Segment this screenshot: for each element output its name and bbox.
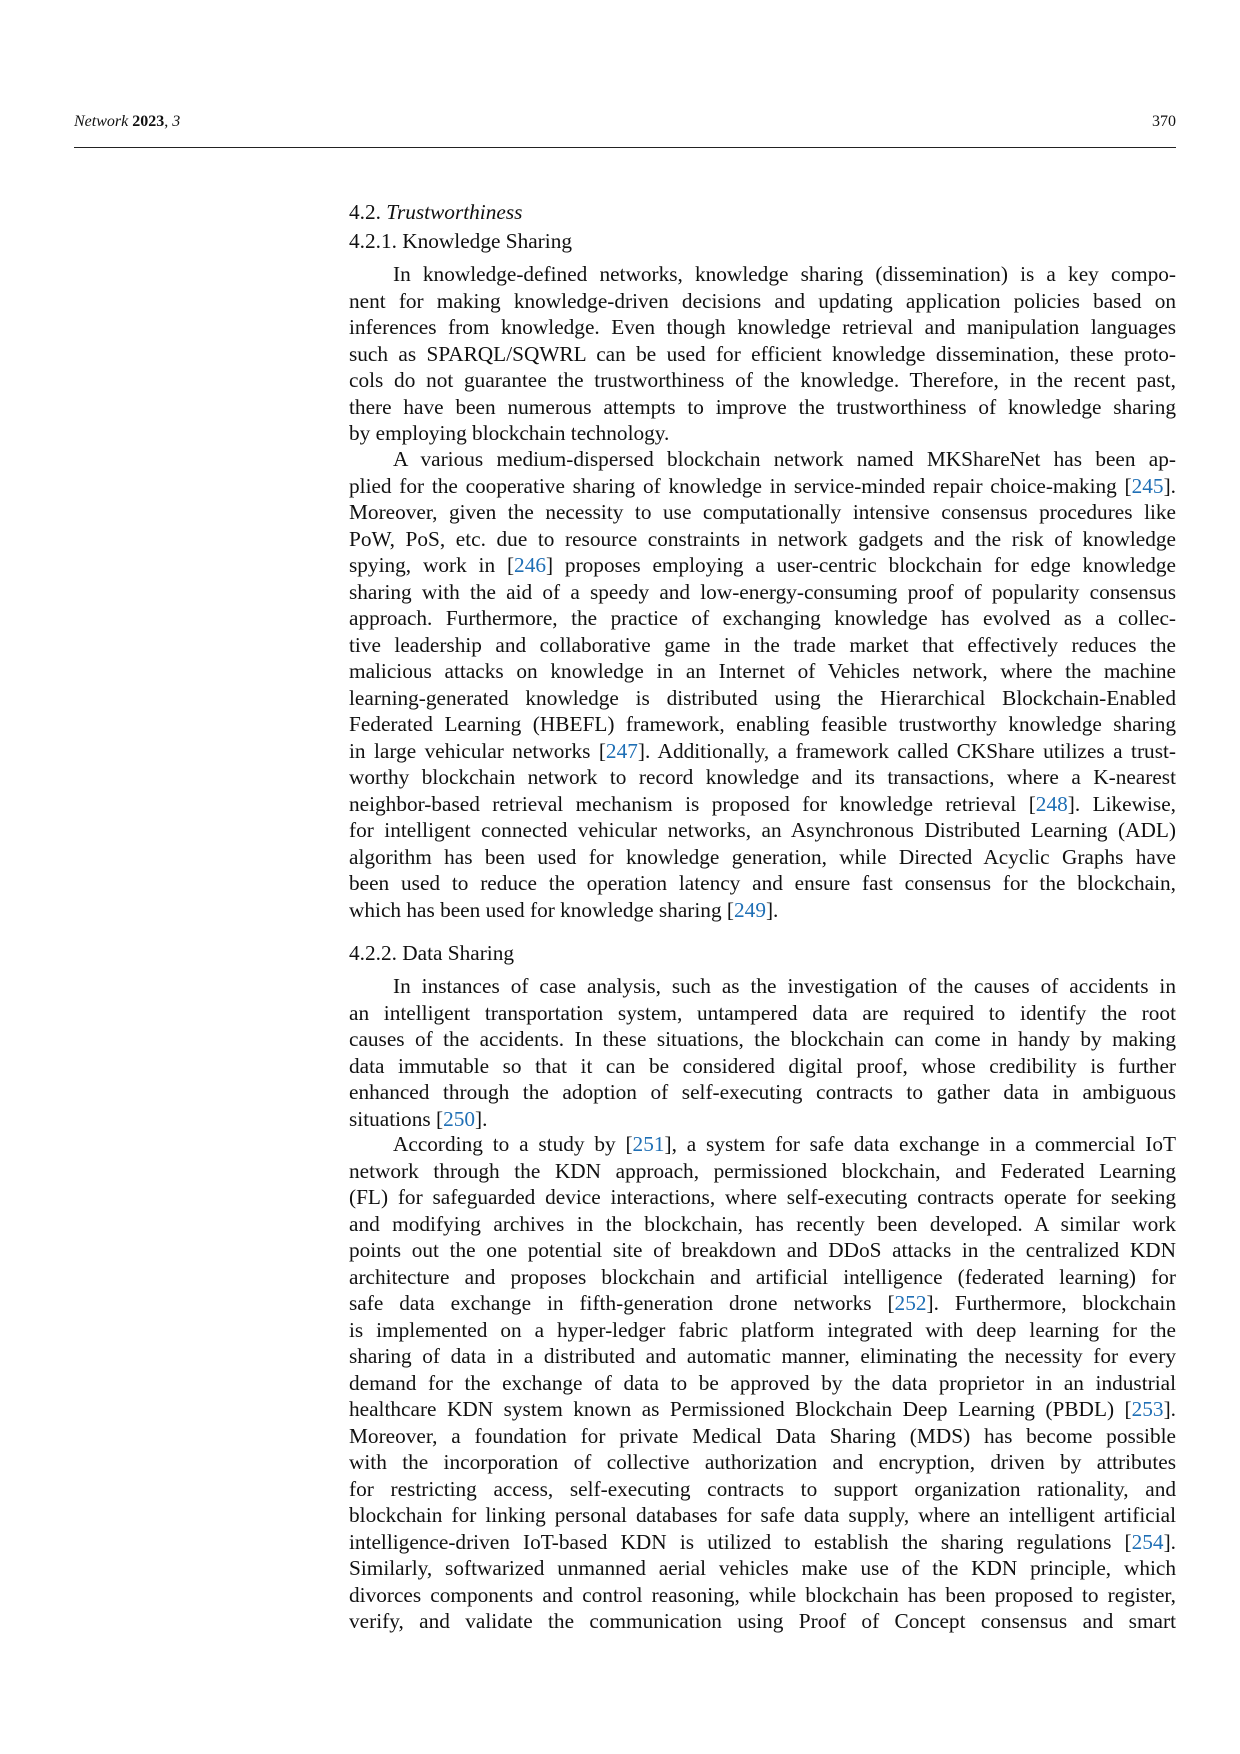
text-run: In knowledge-defined networks, knowledge sharing (dissemination) is a key compo- — [393, 262, 1176, 286]
text-line — [349, 897, 1176, 924]
text-line — [349, 791, 1176, 818]
text-run: Moreover, given the necessity to use computationally intensive consensus procedures like — [349, 500, 1176, 524]
text-run: such as SPARQL/SQWRL can be used for efficient knowledge dissemination, these proto- — [349, 341, 1176, 366]
text-run: Moreover, a foundation for private Medical Data Sharing (MDS) has become possible — [349, 1423, 1176, 1448]
text-run: architecture and proposes blockchain and artificial intelligence (federated learning) for — [349, 1264, 1176, 1289]
text-line — [349, 341, 1176, 368]
citation-link[interactable]: 249 — [734, 897, 766, 922]
text-run: which has been used for knowledge sharing [ — [349, 897, 735, 922]
text-run: algorithm has been used for knowledge generation, while Directed Acyclic Graphs have — [349, 844, 1176, 869]
running-header-journal: Network 2023, 3 — [74, 113, 181, 130]
paragraph — [349, 446, 1176, 923]
text-run: there have been numerous attempts to improve the trustworthiness of knowledge sharing — [349, 394, 1176, 419]
text-line — [349, 1555, 1176, 1582]
text-line — [349, 1158, 1176, 1185]
text-line — [349, 1582, 1176, 1609]
text-run: enhanced through the adoption of self-executing contracts to gather data in ambiguous — [349, 1080, 1176, 1104]
text-run: cols do not guarantee the trustworthiness of the knowledge. Therefore, in the recent past, — [349, 368, 1176, 392]
text-line — [349, 1211, 1176, 1238]
text-run: network through the KDN approach, permissioned blockchain, and Federated Learning — [349, 1158, 1176, 1183]
citation-link[interactable]: 248 — [1035, 791, 1068, 816]
text-line — [349, 738, 1176, 765]
text-run: ]. — [475, 1106, 488, 1131]
text-run: causes of the accidents. In these situations, the blockchain can come in handy by making — [349, 1027, 1176, 1051]
text-run: sharing of data in a distributed and automatic manner, eliminating the necessity for every — [349, 1344, 1176, 1368]
journal-volume: 3 — [172, 113, 181, 130]
text-run: is implemented on a hyper-ledger fabric platform integrated with deep learning for the — [349, 1317, 1176, 1342]
text-line — [349, 1343, 1176, 1370]
text-run: plied for the cooperative sharing of knowledge in service-minded repair choice-making [ — [349, 473, 1132, 498]
text-line — [349, 973, 1176, 1000]
citation-link[interactable]: 247 — [605, 738, 638, 763]
text-line — [349, 632, 1176, 659]
section-title: Trustworthiness — [386, 200, 523, 224]
text-line — [349, 314, 1176, 341]
text-run: ]. — [1163, 1397, 1176, 1421]
text-run: ]. Furthermore, blockchain — [926, 1291, 1176, 1315]
text-line — [349, 1396, 1176, 1423]
section-heading — [349, 199, 522, 226]
text-line — [349, 685, 1176, 712]
text-run: ]. Likewise, — [1067, 791, 1176, 816]
text-line — [349, 1237, 1176, 1264]
text-line — [349, 552, 1176, 579]
text-run: tive leadership and collaborative game in the trade market that effectively reduces the — [349, 632, 1176, 657]
text-run: for intelligent connected vehicular networks, an Asynchronous Distributed Learning (ADL) — [349, 818, 1176, 842]
text-line — [349, 1423, 1176, 1450]
text-run: (FL) for safeguarded device interactions, where self-executing contracts operate for seeking — [349, 1185, 1176, 1209]
text-run: malicious attacks on knowledge in an Internet of Vehicles network, where the machine — [349, 659, 1176, 683]
text-run: nent for making knowledge-driven decisions and updating application policies based on — [349, 288, 1176, 313]
subsection-heading: 4.2.1. Knowledge Sharing — [349, 229, 572, 253]
text-run: neighbor-based retrieval mechanism is proposed for knowledge retrieval [ — [349, 791, 1036, 816]
text-line — [349, 1317, 1176, 1344]
text-run: situations [ — [349, 1106, 444, 1131]
citation-link[interactable]: 245 — [1131, 473, 1164, 498]
text-line — [349, 1502, 1176, 1529]
text-run: by employing blockchain technology. — [349, 421, 670, 445]
text-run: for restricting access, self-executing contracts to support organization rationality, and — [349, 1476, 1176, 1501]
citation-link[interactable]: 254 — [1131, 1529, 1164, 1554]
text-run: ]. — [1163, 1529, 1176, 1554]
text-run: and modifying archives in the blockchain, has recently been developed. A similar work — [349, 1211, 1176, 1236]
text-run: learning-generated knowledge is distributed using the Hierarchical Blockchain-Enabled — [349, 685, 1176, 710]
text-run: sharing with the aid of a speedy and low-energy-consuming proof of popularity consensus — [349, 579, 1176, 604]
text-line — [349, 605, 1176, 632]
text-line — [349, 473, 1176, 500]
text-run: PoW, PoS, etc. due to resource constraints in network gadgets and the risk of knowledge — [349, 526, 1176, 551]
text-line — [349, 367, 1176, 394]
citation-link[interactable]: 253 — [1131, 1397, 1164, 1421]
text-line — [349, 526, 1176, 553]
paragraph — [349, 261, 1176, 447]
text-line — [349, 288, 1176, 315]
text-run: safe data exchange in fifth-generation drone networks [ — [349, 1291, 895, 1315]
text-run: ]. Additionally, a framework called CKShare utilizes a trust- — [637, 738, 1176, 763]
text-run: in large vehicular networks [ — [349, 738, 606, 763]
text-line — [349, 1370, 1176, 1397]
text-line — [349, 446, 1176, 473]
text-run: demand for the exchange of data to be approved by the data proprietor in an industrial — [349, 1370, 1176, 1395]
text-run: divorces components and control reasoning, while blockchain has been proposed to register, — [349, 1582, 1176, 1607]
text-run: inferences from knowledge. Even though knowledge retrieval and manipulation languages — [349, 315, 1176, 339]
text-run: with the incorporation of collective authorization and encryption, driven by attributes — [349, 1450, 1176, 1474]
text-line — [349, 1131, 1176, 1158]
text-run: an intelligent transportation system, untampered data are required to identify the root — [349, 1000, 1176, 1025]
text-line — [349, 1476, 1176, 1503]
text-line — [349, 870, 1176, 897]
text-line — [349, 1106, 1176, 1133]
text-line — [349, 1264, 1176, 1291]
text-run: In instances of case analysis, such as the investigation of the causes of accidents in — [393, 974, 1176, 998]
text-run: been used to reduce the operation latency and ensure fast consensus for the blockchain, — [349, 871, 1176, 895]
page-number: 370 — [1152, 113, 1176, 130]
citation-link[interactable]: 250 — [443, 1106, 476, 1131]
journal-name: Network — [74, 113, 129, 130]
text-run: According to a study by [ — [393, 1132, 633, 1156]
text-line — [349, 261, 1176, 288]
text-run: worthy blockchain network to record knowledge and its transactions, where a K-nearest — [349, 765, 1176, 789]
text-run: approach. Furthermore, the practice of exchanging knowledge has evolved as a collec- — [349, 606, 1176, 630]
text-run: ]. — [765, 897, 779, 922]
text-line — [349, 1026, 1176, 1053]
journal-year: 2023 — [132, 113, 165, 130]
text-line — [349, 844, 1176, 871]
citation-link[interactable]: 252 — [894, 1291, 927, 1315]
text-run: points out the one potential site of breakdown and DDoS attacks in the centralized KDN — [349, 1238, 1176, 1262]
text-line — [349, 1053, 1176, 1080]
text-line — [349, 420, 1176, 447]
text-run: ]. — [1163, 473, 1176, 498]
text-run: Federated Learning (HBEFL) framework, enabling feasible trustworthy knowledge sharing — [349, 712, 1176, 736]
text-run: healthcare KDN system known as Permissioned Blockchain Deep Learning (PBDL) [ — [349, 1397, 1132, 1421]
text-run: A various medium-dispersed blockchain network named MKShareNet has been ap- — [393, 447, 1176, 471]
text-line — [349, 1290, 1176, 1317]
citation-link[interactable]: 251 — [632, 1132, 665, 1156]
text-line — [349, 1608, 1176, 1635]
text-run: intelligence-driven IoT-based KDN is utilized to establish the sharing regulations [ — [349, 1529, 1132, 1554]
text-run: ], a system for safe data exchange in a commercial IoT — [664, 1132, 1176, 1156]
paragraph — [349, 973, 1176, 1132]
text-run: verify, and validate the communication using Proof of Concept consensus and smart — [349, 1609, 1176, 1633]
paragraph — [349, 1131, 1176, 1635]
text-run: spying, work in [ — [349, 553, 515, 577]
text-line — [349, 658, 1176, 685]
text-line — [349, 499, 1176, 526]
text-line — [349, 711, 1176, 738]
text-line — [349, 817, 1176, 844]
text-line — [349, 1184, 1176, 1211]
text-run: Similarly, softwarized unmanned aerial vehicles make use of the KDN principle, which — [349, 1556, 1176, 1580]
text-line — [349, 1079, 1176, 1106]
text-run: blockchain for linking personal databases for safe data supply, where an intelligent artificial — [349, 1503, 1176, 1527]
text-line — [349, 1529, 1176, 1556]
text-line — [349, 764, 1176, 791]
text-run: ] proposes employing a user-centric blockchain for edge knowledge — [546, 553, 1176, 577]
header-rule — [74, 147, 1176, 148]
text-line — [349, 394, 1176, 421]
subsection-heading: 4.2.2. Data Sharing — [349, 941, 515, 965]
citation-link[interactable]: 246 — [514, 553, 546, 577]
text-run: data immutable so that it can be considered digital proof, whose credibility is further — [349, 1053, 1176, 1078]
text-line — [349, 1000, 1176, 1027]
section-number: 4.2. — [349, 200, 381, 224]
text-line — [349, 1449, 1176, 1476]
text-line — [349, 579, 1176, 606]
